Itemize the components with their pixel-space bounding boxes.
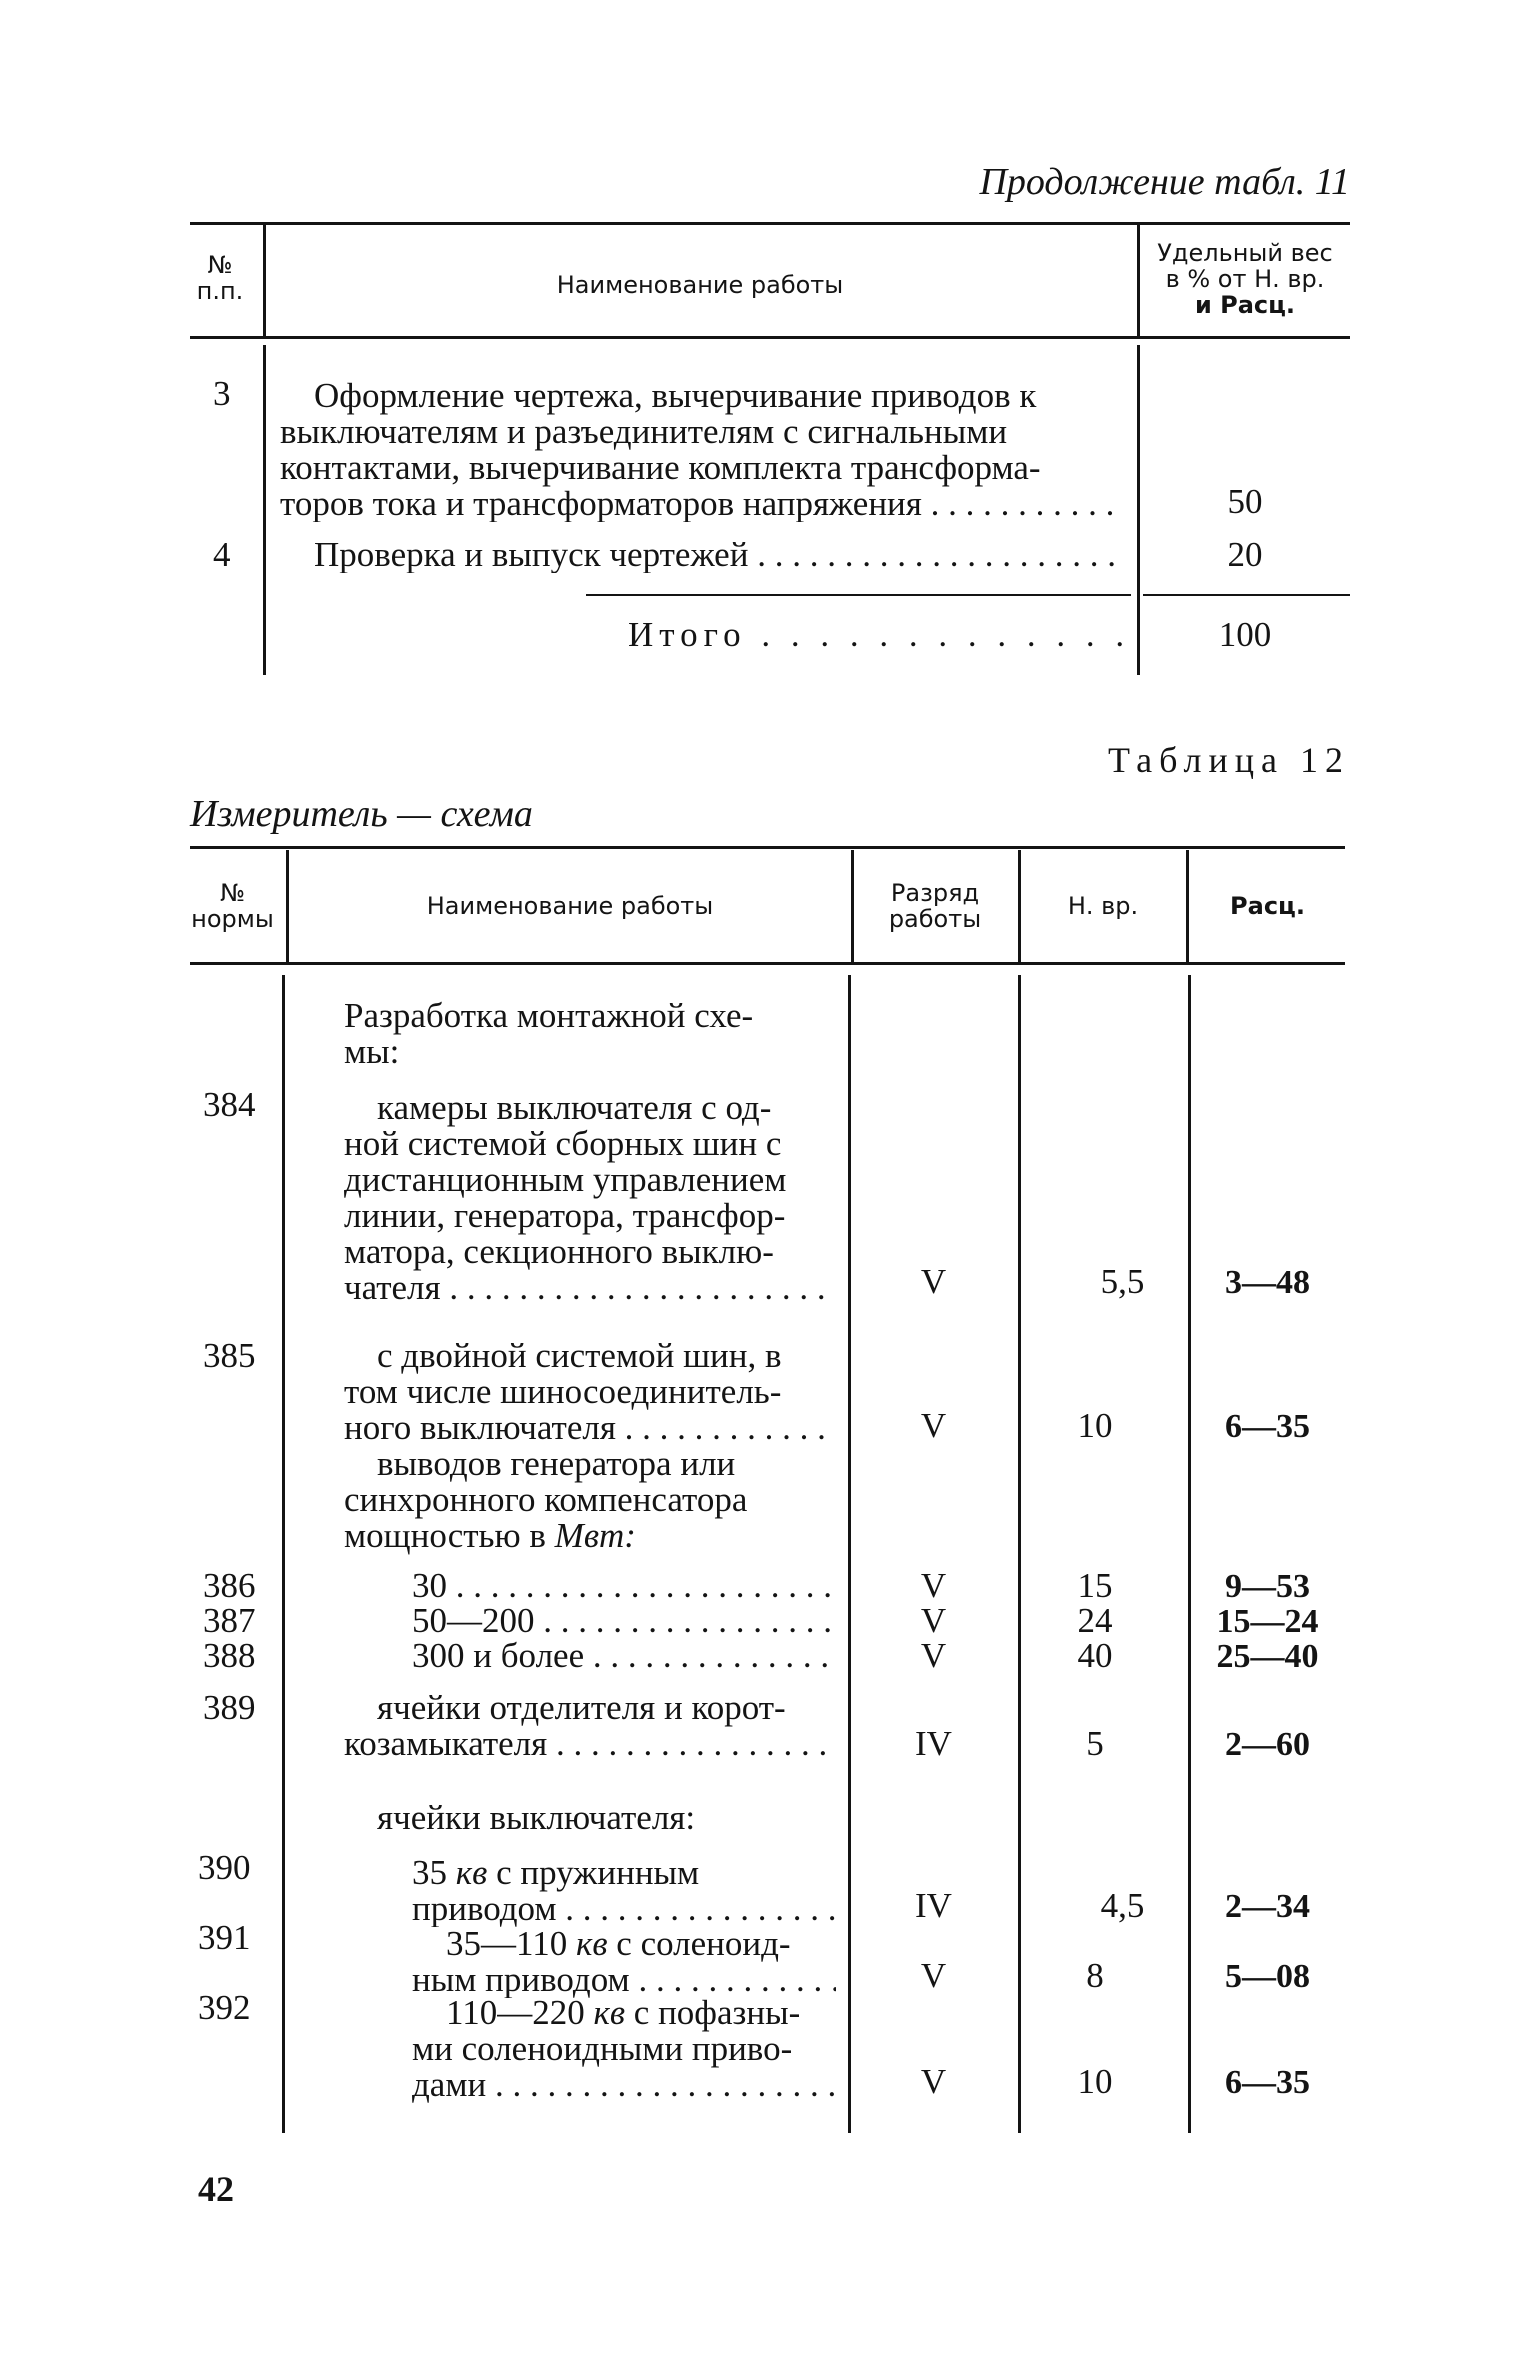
table12-row-text: камеры выключателя с од- ной системой сборных шин с дистанционным управлением линии, генератора, трансфор- матора, секционного выклю- чателя . . . <box>344 1090 836 1306</box>
table12-row-rate: 25—40 <box>1216 1638 1319 1675</box>
table12-subtitle: Измеритель — схема <box>190 793 533 835</box>
table12-row-text: 30 . . . <box>412 1568 836 1604</box>
table12-row-text: 300 и более . . . <box>412 1638 836 1674</box>
table11-total-rule-left <box>586 594 1131 596</box>
table12-row-rate: 6—35 <box>1225 2064 1310 2101</box>
table12-row-no: 387 <box>203 1601 256 1640</box>
table12-cells-label: ячейки выключателя: <box>377 1798 696 1837</box>
table11-row-no: 4 <box>213 535 231 574</box>
table12-row-no: 388 <box>203 1636 256 1675</box>
table11-col-divider-1 <box>263 225 266 336</box>
table12-row-text: 110—220 кв с пофазны- ми соленоидными приво- дами . . . <box>412 1995 836 2103</box>
table12-row-time: 5 <box>1086 1724 1104 1763</box>
table12-row-no: 386 <box>203 1566 256 1605</box>
table12-col-divider-3 <box>1018 850 1021 962</box>
table12-row-no: 390 <box>198 1848 251 1887</box>
table12-header-rule <box>190 962 1345 965</box>
unit-label: кв <box>593 1993 626 2032</box>
table12-row-rate: 2—34 <box>1225 1888 1310 1925</box>
table12-title: Таблица 12 <box>1108 740 1350 780</box>
table11-row-text: Проверка и выпуск чертежей . . . <box>314 537 1125 573</box>
table12-top-rule <box>190 846 1345 849</box>
table12-col-divider-1 <box>286 850 289 962</box>
table12-row-grade: V <box>920 1601 947 1640</box>
table12-generators-text: выводов генератора или синхронного компенсатора мощностью в Мвт: <box>344 1444 748 1555</box>
page-number: 42 <box>198 2169 234 2209</box>
table11-top-rule <box>190 222 1350 225</box>
table12-row-grade: V <box>920 1566 947 1605</box>
table12-row-grade: V <box>920 1956 947 1995</box>
table12-row-rate: 2—60 <box>1225 1726 1310 1763</box>
table12-intro: Разработка монтажной схе- мы: <box>344 996 754 1071</box>
unit-label: кв <box>575 1924 608 1963</box>
table11-total-label: Итого . . . <box>628 617 1125 653</box>
unit-label: Мвт: <box>554 1516 636 1555</box>
table12-header-no: № нормы <box>191 879 274 933</box>
table11-caption: Продолжение табл. 11 <box>979 161 1350 203</box>
table12-row-grade: V <box>920 1406 947 1445</box>
table12-row-time: 4,5 <box>1100 1886 1145 1925</box>
table12-row-grade: V <box>920 1262 947 1301</box>
table12-col-divider-4 <box>1186 850 1189 962</box>
table12-row-time: 40 <box>1077 1636 1113 1675</box>
table12-row-no: 385 <box>203 1336 256 1375</box>
table12-col-divider-1-body <box>282 975 285 2133</box>
table11-row-value: 20 <box>1227 535 1263 574</box>
table12-row-time: 24 <box>1077 1601 1113 1640</box>
table11-row-text: Оформление чертежа, вычерчивание приводов к выключателям и разъединителям с сигнальными контактами, вычерчивание комплекта трансформа- торов тока и трансформаторов напряжения . . . <box>280 378 1125 522</box>
table12-row-time: 8 <box>1086 1956 1104 1995</box>
table12-col-divider-2 <box>851 850 854 962</box>
table11-total-value: 100 <box>1218 615 1272 654</box>
table12-row-grade: IV <box>915 1886 952 1925</box>
table12-row-time: 10 <box>1077 1406 1113 1445</box>
table12-row-rate: 5—08 <box>1225 1958 1310 1995</box>
table12-header-time: Н. вр. <box>1067 892 1139 920</box>
table12-row-time: 15 <box>1077 1566 1113 1605</box>
table12-row-no: 391 <box>198 1918 251 1957</box>
table12-row-grade: V <box>920 1636 947 1675</box>
table11-total-rule-right <box>1143 594 1350 596</box>
table11-row-no: 3 <box>213 374 231 413</box>
table12-header-grade: Разряд работы <box>888 879 982 933</box>
table12-row-grade: V <box>920 2062 947 2101</box>
table12-row-no: 392 <box>198 1988 251 2027</box>
table12-row-text: ячейки отделителя и корот- козамыкателя . . . <box>344 1690 836 1762</box>
table12-row-text: 35—110 кв с соленоид- ным приводом . . . <box>412 1926 836 1998</box>
table12-row-text: с двойной системой шин, в том числе шиносоединитель- ного выключателя . . . <box>344 1338 836 1446</box>
table12-header-rate: Расц. <box>1230 892 1305 920</box>
table12-header-name: Наименование работы <box>426 892 714 920</box>
table12-row-text: 50—200 . . . <box>412 1603 836 1639</box>
table12-row-text: 35 кв с пружинным приводом . . . <box>412 1855 836 1927</box>
table11-col-divider-1-body <box>263 345 266 675</box>
table11-row-value: 50 <box>1227 482 1263 521</box>
table12-row-no: 384 <box>203 1085 256 1124</box>
table12-row-grade: IV <box>915 1724 952 1763</box>
table11-header-no: № п.п. <box>196 251 244 305</box>
table11-header-name: Наименование работы <box>556 271 844 299</box>
table12-row-rate: 3—48 <box>1225 1264 1310 1301</box>
table12-row-rate: 15—24 <box>1216 1603 1319 1640</box>
table11-header-weight: Удельный вес в % от Н. вр. и Расц. <box>1157 239 1333 319</box>
unit-label: кв <box>455 1853 488 1892</box>
table12-row-no: 389 <box>203 1688 256 1727</box>
table12-row-time: 5,5 <box>1100 1262 1145 1301</box>
table11-header-rule <box>190 336 1350 339</box>
table12-row-time: 10 <box>1077 2062 1113 2101</box>
table12-row-rate: 6—35 <box>1225 1408 1310 1445</box>
table12-row-rate: 9—53 <box>1225 1568 1310 1605</box>
